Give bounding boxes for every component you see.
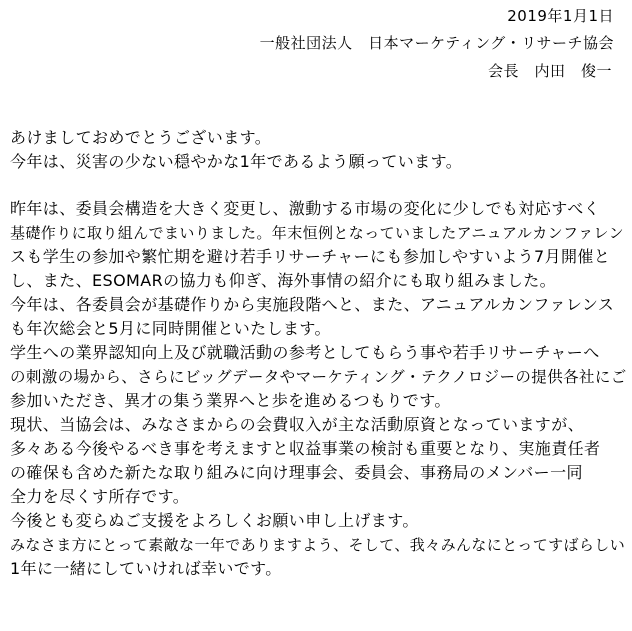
body-line: 全力を尽くす所存です。 — [10, 487, 190, 506]
body-line: 現状、当協会は、みなさまからの会費収入が主な活動原資となっていますが、 — [10, 415, 585, 434]
body-line: 学生への業界認知向上及び就職活動の参考としてもらう事や若手リサーチャーへ — [10, 343, 600, 362]
body-line: も年次総会と5月に同時開催といたします。 — [10, 319, 331, 338]
author-name: 会長 内田 俊一 — [487, 62, 612, 80]
body-line: 今後とも変らぬご支援をよろしくお願い申し上げます。 — [10, 511, 419, 530]
greeting-line: あけましておめでとうございます。 — [10, 128, 272, 147]
body-line: 今年は、各委員会が基礎作りから実施段階へと、また、アニュアルカンファレンス — [10, 295, 615, 314]
body-line: 参加いただき、異才の集う業界へと歩を進めるつもりです。 — [10, 391, 451, 410]
body-line: 基礎作りに取り組んでまいりました。年末恒例となっていましたアニュアルカンファレン — [10, 224, 624, 242]
body-line: 昨年は、委員会構造を大きく変更し、激動する市場の変化に少しでも対応すべく — [10, 199, 601, 218]
letter-date: 2019年1月1日 — [507, 7, 614, 25]
body-line: の刺激の場から、さらにビッグデータやマーケティング・テクノロジーの提供各社にご — [10, 368, 627, 386]
body-line: スも学生の参加や繁忙期を避け若手リサーチャーにも参加しやすいよう7月開催と — [10, 247, 611, 266]
organization-name: 一般社団法人 日本マーケティング・リサーチ協会 — [259, 34, 614, 52]
body-line: 1年に一緒にしていければ幸いです。 — [10, 559, 282, 578]
body-line: 多々ある今後やるべき事を考えますと収益事業の検討も重要となり、実施責任者 — [10, 439, 601, 458]
greeting-line: 今年は、災害の少ない穏やかな1年であるよう願っています。 — [10, 152, 463, 171]
body-line: みなさま方にとって素敵な一年でありますよう、そして、我々みんなにとってすばらしい — [10, 536, 626, 554]
body-line: の確保も含めた新たな取り組みに向け理事会、委員会、事務局のメンバー一同 — [10, 463, 583, 482]
body-line: し、また、ESOMARの協力も仰ぎ、海外事情の紹介にも取り組みました。 — [10, 271, 557, 290]
